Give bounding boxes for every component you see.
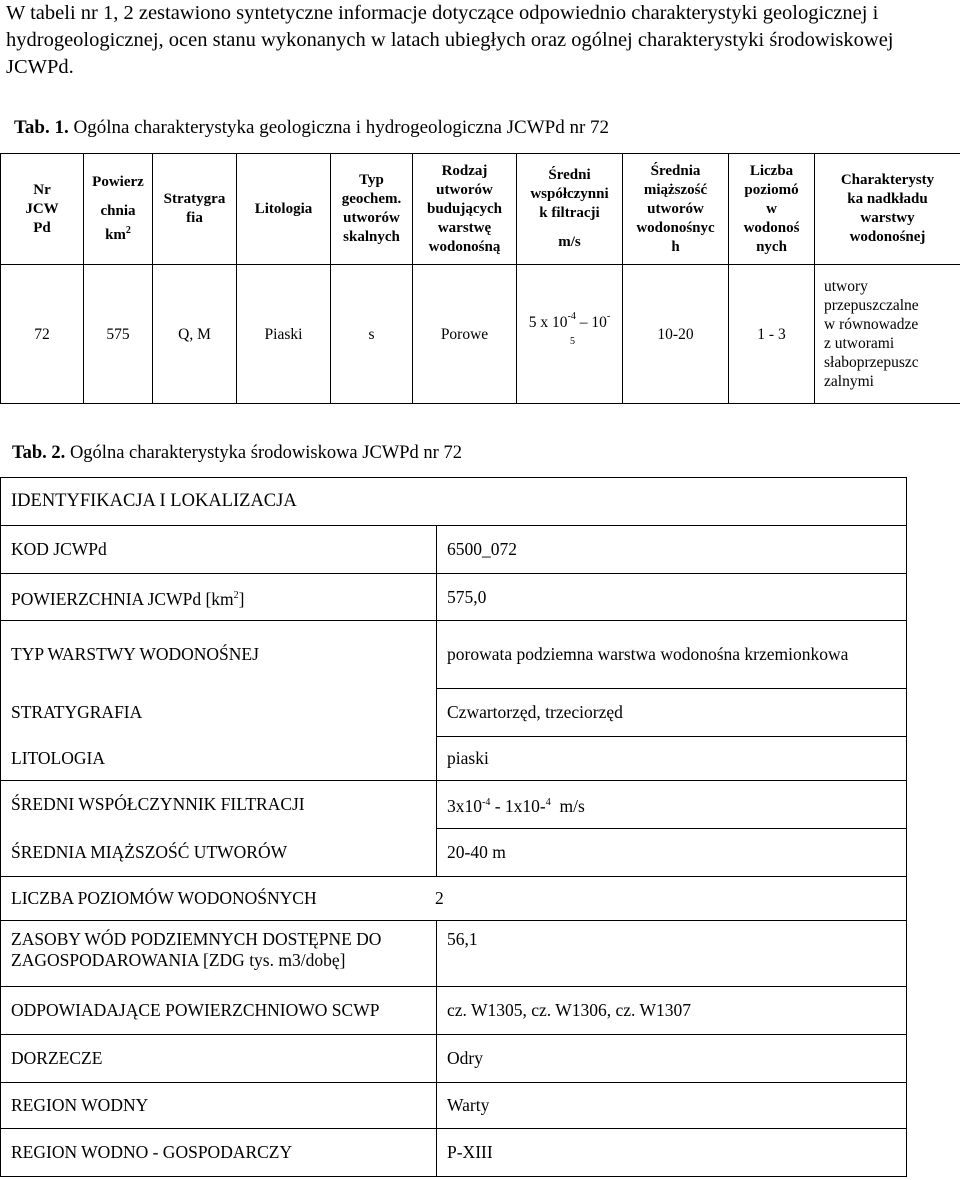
rwg-value: P-XIII [437, 1129, 907, 1177]
header-text: wodonośnyc [636, 219, 715, 236]
header-text: JCW [25, 200, 59, 217]
header-text: Nr [33, 181, 51, 198]
t2-title-row [1, 478, 907, 526]
header-text: miąższość [643, 181, 708, 198]
typ-label: TYP WARSTWY WODONOŚNEJ [1, 621, 437, 689]
wsp-v2: - 1x10- [490, 795, 546, 816]
header-text: wodonośnej [849, 229, 926, 245]
header-text: utworów [647, 200, 704, 217]
cell-typ-geochem: s [331, 265, 413, 404]
header-text: Pd [33, 219, 51, 236]
t2-row-litologia [1, 737, 907, 781]
environment-table [0, 477, 907, 1177]
pow-label [1, 574, 437, 621]
header-text: Średnia [650, 162, 701, 179]
header-typ-geochem [331, 154, 413, 265]
scwp-value: cz. W1305, cz. W1306, cz. W1307 [437, 987, 907, 1035]
header-miazszosc [623, 154, 729, 265]
chara-line: słaboprzepuszc [824, 354, 919, 371]
rwg-label: REGION WODNO - GOSPODARCZY [1, 1129, 437, 1177]
table2-caption-number: Tab. 2. [12, 443, 66, 463]
t2-row-kod [1, 526, 907, 574]
wsp-e2: 4 [545, 797, 551, 809]
t2-row-wspolczynnik [1, 781, 907, 829]
header-rodzaj [413, 154, 517, 265]
chara-line: utwory [824, 278, 868, 295]
wsp-label: ŚREDNI WSPÓŁCZYNNIK FILTRACJI [1, 781, 437, 829]
header-text: skalnych [343, 229, 400, 245]
header-text: Liczba [749, 162, 794, 179]
header-text: współczynni [530, 186, 609, 202]
scwp-label: ODPOWIADAJĄCE POWIERZCHNIOWO SCWP [1, 987, 437, 1035]
header-text: wodonoś [743, 219, 800, 236]
zasoby-value: 56,1 [437, 921, 907, 987]
pow-label-text: POWIERZCHNIA JCWPd [km [11, 588, 234, 609]
kod-label: KOD JCWPd [1, 526, 437, 574]
t2-row-miazszosc [1, 829, 907, 877]
geology-table [0, 153, 960, 404]
cell-stratygrafia: Q, M [153, 265, 237, 404]
t2-row-scwp [1, 987, 907, 1035]
region-value: Warty [437, 1083, 907, 1129]
cell-powierzchnia: 575 [84, 265, 153, 404]
liczba-label: LICZBA POZIOMÓW WODONOŚNYCH [11, 888, 317, 908]
dorzecze-value: Odry [437, 1035, 907, 1083]
liczba-cell [1, 877, 907, 921]
table2-caption-text: Ogólna charakterystyka środowiskowa JCWPd nr 72 [65, 443, 462, 463]
t2-row-stratygrafia [1, 689, 907, 737]
table2-caption [12, 443, 462, 464]
t2-row-zasoby [1, 921, 907, 987]
kod-value: 6500_072 [437, 526, 907, 574]
typ-value: porowata podziemna warstwa wodonośna krzemionkowa [437, 621, 907, 689]
header-text: poziomó [744, 181, 799, 198]
t2-row-rwg [1, 1129, 907, 1177]
cell-miazszosc: 10-20 [623, 265, 729, 404]
liczba-value: 2 [435, 888, 444, 908]
wsp-exp2: - [606, 311, 611, 322]
header-text: Charakterysty [840, 172, 935, 188]
table1-caption [14, 117, 609, 139]
lit-value: piaski [437, 737, 907, 781]
wsp-exp: -4 [567, 311, 576, 322]
t2-title: IDENTYFIKACJA I LOKALIZACJA [1, 478, 907, 526]
header-text: fia [186, 210, 203, 226]
miaz-value: 20-40 m [437, 829, 907, 877]
pow-value: 575,0 [437, 574, 907, 621]
table1-data-row [1, 265, 960, 404]
strat-label: STRATYGRAFIA [1, 689, 437, 737]
t2-row-region [1, 1083, 907, 1129]
table1-caption-text: Ogólna charakterystyka geologiczna i hydrogeologiczna JCWPd nr 72 [68, 117, 610, 138]
header-text: warstwę [437, 219, 492, 236]
header-text: geochem. [341, 191, 402, 207]
cell-nr: 72 [1, 265, 84, 404]
chara-line: w równowadze [824, 316, 919, 333]
header-liczba [729, 154, 815, 265]
header-text: wodonośną [428, 238, 501, 255]
t2-row-powierzchnia [1, 574, 907, 621]
dorzecze-label: DORZECZE [1, 1035, 437, 1083]
header-text: nych [756, 238, 787, 255]
wsp-v1: 3x10 [447, 795, 482, 816]
miaz-label: ŚREDNIA MIĄŻSZOŚĆ UTWORÓW [1, 829, 437, 877]
header-powierzchnia [84, 154, 153, 265]
intro-paragraph: W tabeli nr 1, 2 zestawiono syntetyczne informacje dotyczące odpowiednio charakterystyki geologicznej i hydrogeologicznej, ocen stanu wykonanych w latach ubiegłych oraz ogólnej charakterystyki środowiskowej JCWPd. [6, 2, 894, 78]
strat-value: Czwartorzęd, trzeciorzęd [437, 689, 907, 737]
header-text: Rodzaj [441, 162, 488, 179]
lit-label: LITOLOGIA [1, 737, 437, 781]
cell-wspolczynnik [517, 265, 623, 404]
chara-line: z utworami [824, 335, 895, 352]
wsp-exp2-line2: 5 [570, 336, 575, 347]
header-text: Stratygra [163, 191, 226, 207]
header-wspolczynnik [517, 154, 623, 265]
header-text: utworów [343, 210, 400, 226]
table1-caption-number: Tab. 1. [14, 117, 69, 138]
wsp-base: 5 x 10 [528, 314, 568, 331]
wsp-value [437, 781, 907, 829]
header-text: Typ [359, 172, 384, 188]
t2-row-dorzecze [1, 1035, 907, 1083]
header-text: ka nadkładu [847, 191, 928, 207]
cell-liczba: 1 - 3 [729, 265, 815, 404]
header-text: warstwy [860, 210, 915, 226]
pow-label-sup: 2 [233, 589, 239, 601]
t2-row-liczba [1, 877, 907, 921]
header-stratygrafia [153, 154, 237, 265]
header-sup: 2 [125, 225, 131, 236]
table1-header-row [1, 154, 960, 265]
header-text: m/s [558, 234, 581, 250]
header-text: budujących [426, 200, 503, 217]
pow-label-end: ] [238, 588, 245, 609]
wsp-dash: – [579, 314, 588, 331]
header-nr [1, 154, 84, 265]
cell-rodzaj: Porowe [413, 265, 517, 404]
t2-row-typ [1, 621, 907, 689]
wsp-e1: -4 [482, 797, 491, 809]
header-text: km [105, 227, 126, 243]
chara-line: przepuszczalne [824, 297, 919, 314]
region-label: REGION WODNY [1, 1083, 437, 1129]
cell-charakterystyka [815, 265, 960, 404]
header-text: k filtracji [539, 205, 600, 221]
header-text: Średni [548, 167, 591, 183]
header-text: utworów [436, 181, 493, 198]
header-text: h [671, 238, 680, 255]
header-text: Powierz [92, 174, 144, 190]
header-charakterystyka [815, 154, 960, 265]
chara-line: zalnymi [824, 373, 874, 390]
zasoby-label: ZASOBY WÓD PODZIEMNYCH DOSTĘPNE DO ZAGOSPODAROWANIA [ZDG tys. m3/dobę] [1, 921, 437, 987]
header-text: chnia [100, 203, 136, 219]
header-litologia: Litologia [237, 154, 331, 265]
wsp-v3: m/s [550, 795, 585, 816]
cell-litologia: Piaski [237, 265, 331, 404]
wsp-base2: 10 [591, 314, 607, 331]
header-text: w [766, 200, 777, 217]
